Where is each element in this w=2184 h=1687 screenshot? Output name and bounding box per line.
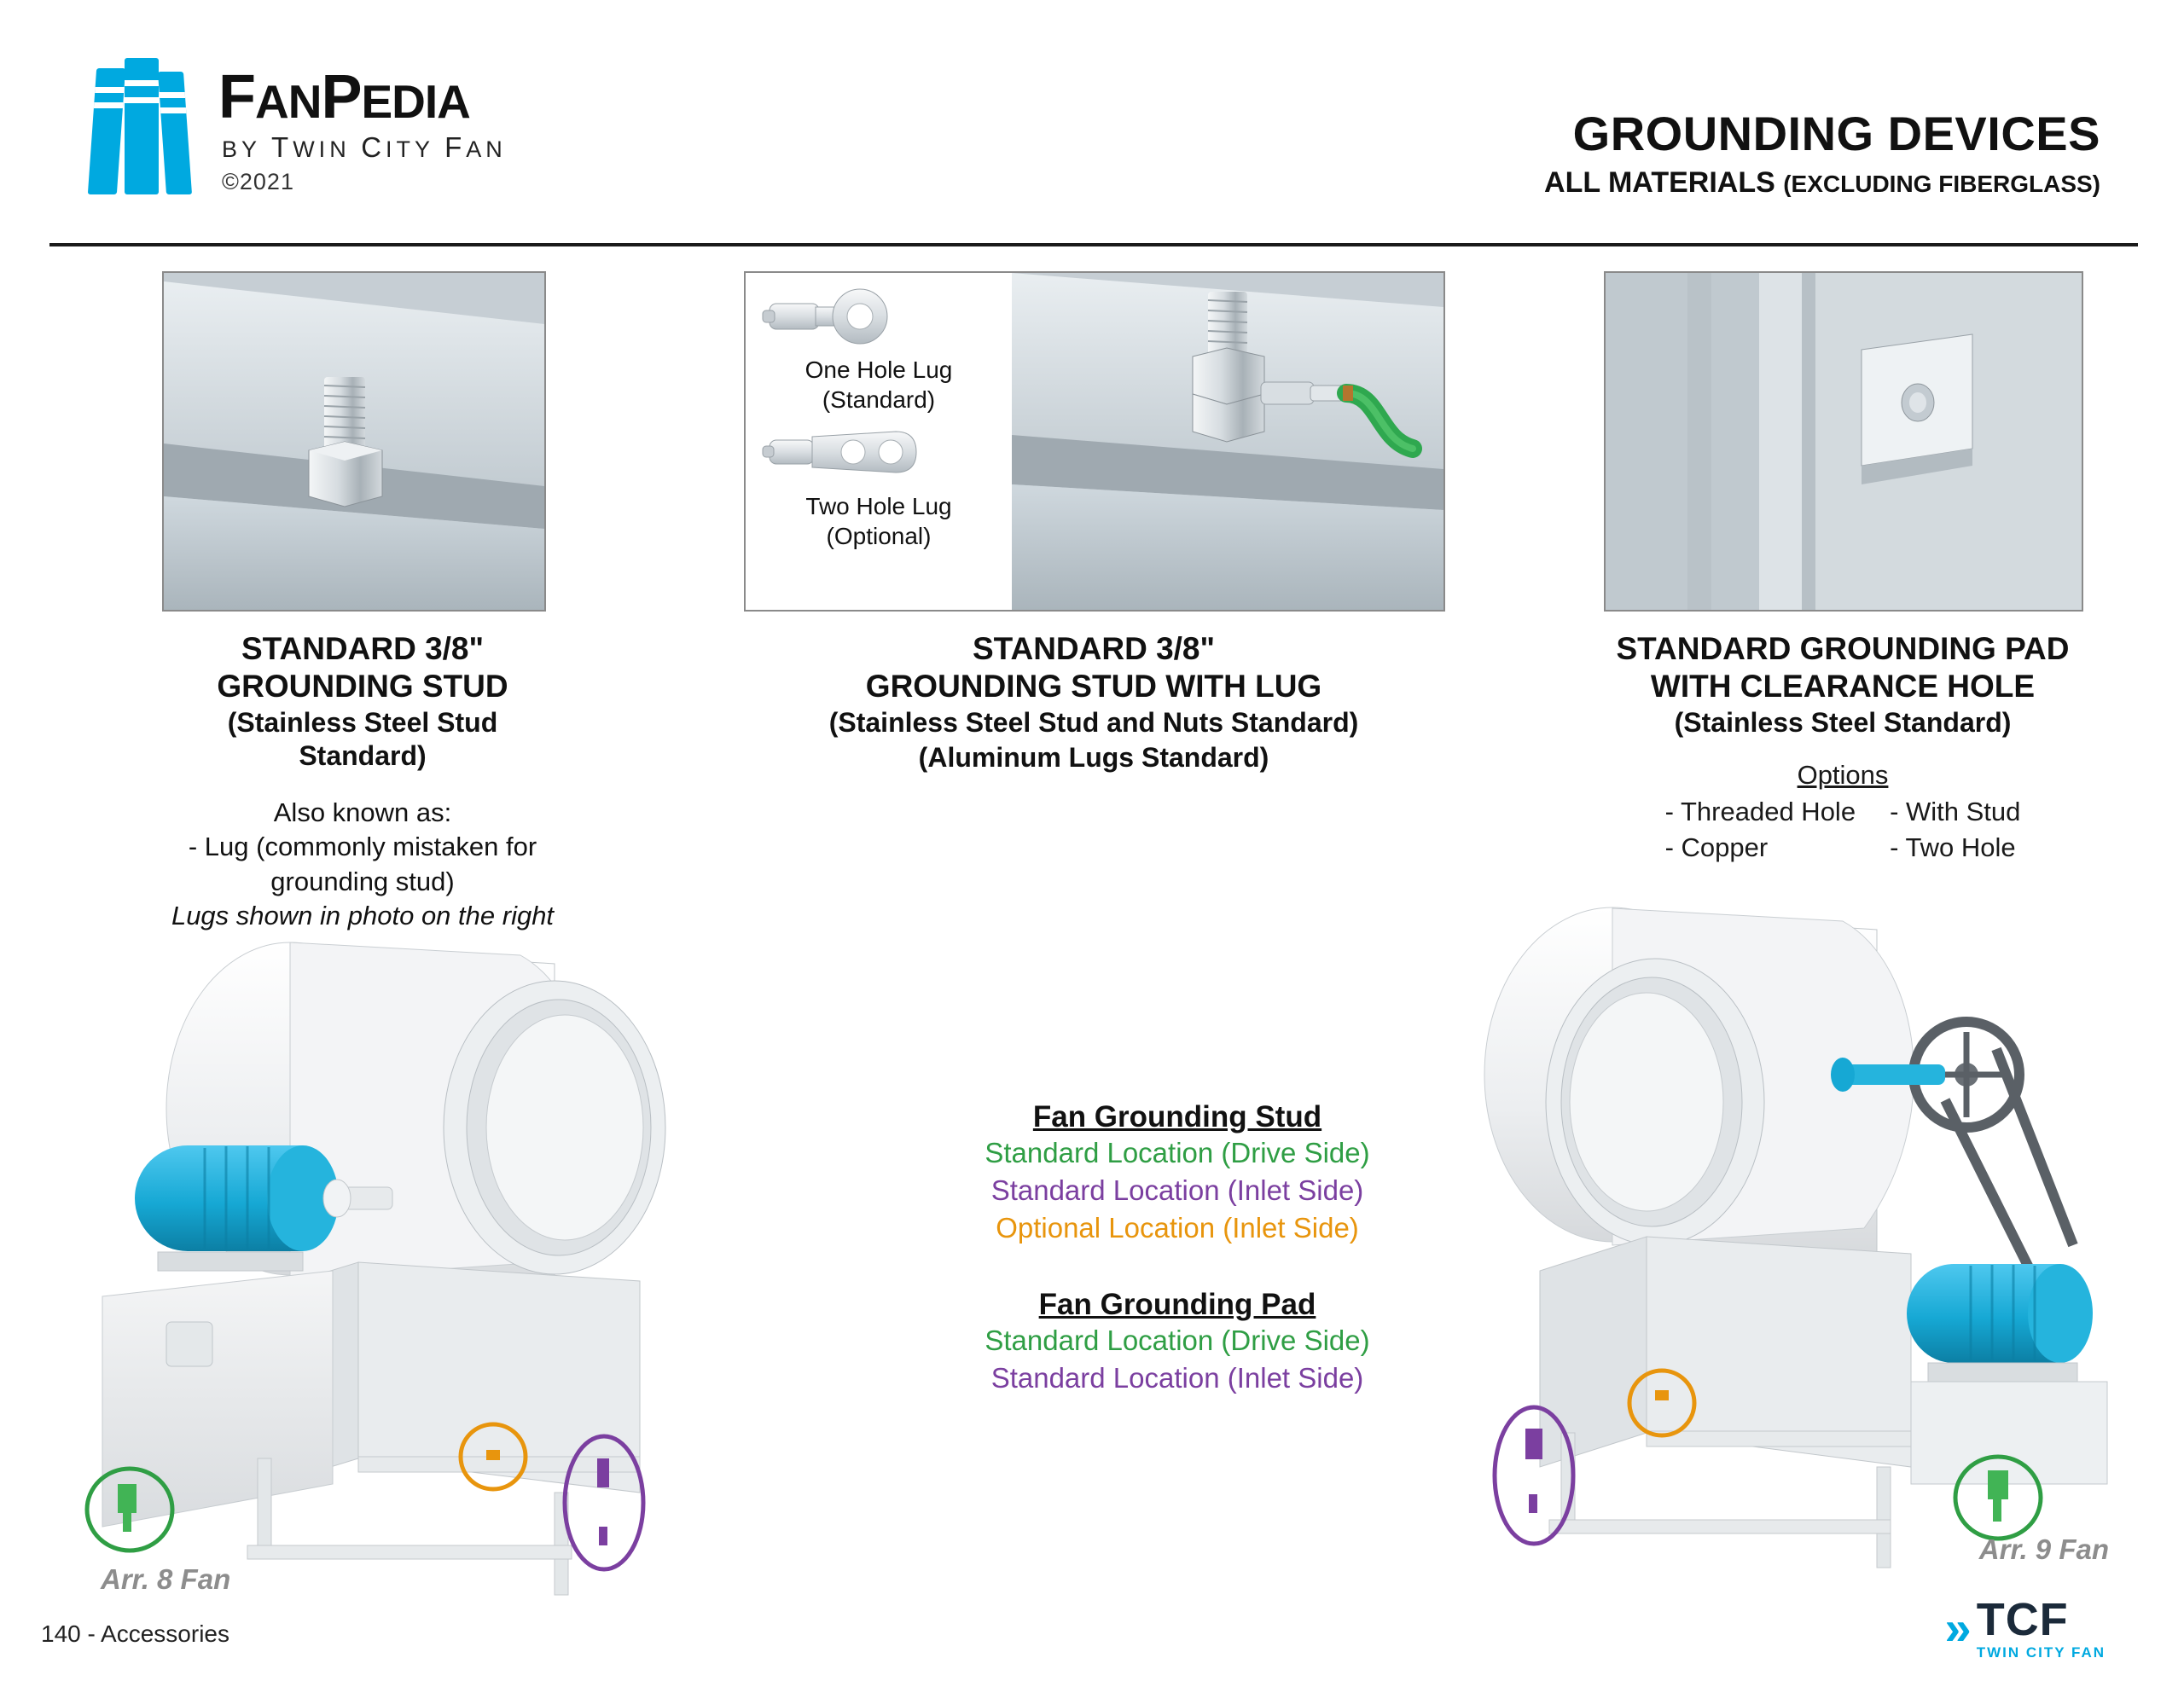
lug-inset xyxy=(746,273,1012,610)
arr-8-fan-label: Arr. 8 Fan xyxy=(101,1563,231,1595)
two-hole-lug-icon xyxy=(763,432,916,472)
header-titles xyxy=(1544,109,2100,200)
panel-grounding-stud xyxy=(162,271,563,933)
panel-2-image xyxy=(744,271,1445,612)
panel-grounding-stud-with-lug xyxy=(744,271,1443,774)
options-left-column xyxy=(1665,794,1856,866)
panel-3-caption: STANDARD GROUNDING PAD WITH CLEARANCE HOLE xyxy=(1616,631,2070,704)
chevron-right-icon: » xyxy=(1944,1601,1963,1655)
arr-8-fan-illustration xyxy=(77,896,938,1646)
legend-stud-title: Fan Grounding Stud xyxy=(1032,1100,1322,1133)
panel-3-sub: (Stainless Steel Standard) xyxy=(1674,707,2012,739)
copyright-text: ©2021 xyxy=(222,169,294,195)
book-icon-1 xyxy=(88,68,125,194)
tcf-tagline: TWIN CITY FAN xyxy=(1976,1644,2106,1661)
options-title: Options xyxy=(1797,759,1889,790)
panel-2-sub-2: (Aluminum Lugs Standard) xyxy=(918,741,1269,773)
panel-3-image xyxy=(1604,271,2083,612)
legend-stud-item-2: Standard Location (Inlet Side) xyxy=(990,1174,1364,1206)
panel-grounding-pad xyxy=(1604,271,2082,865)
logo-wordmark: FANPEDIA xyxy=(218,63,470,131)
panel-1-note: Also known as: - Lug (commonly mistaken for grounding stud) Lugs shown in photo on the right xyxy=(171,797,555,930)
panel-1-sub: (Stainless Steel Stud Standard) xyxy=(227,707,498,771)
books-icon xyxy=(85,53,196,194)
options-grid xyxy=(1604,794,2082,866)
motor-icon xyxy=(1907,1264,2107,1484)
legend-pad-item-1: Standard Location (Drive Side) xyxy=(985,1324,1370,1356)
panel-1-caption: STANDARD 3/8" GROUNDING STUD xyxy=(217,631,508,704)
two-hole-lug-label: Two Hole Lug (Optional) xyxy=(805,493,952,549)
tcf-logo xyxy=(1944,1594,2106,1661)
page-subtitle: ALL MATERIALS (EXCLUDING FIBERGLASS) xyxy=(1544,165,2100,199)
legend-pad-title: Fan Grounding Pad xyxy=(1038,1287,1316,1321)
panel-2-caption: STANDARD 3/8" GROUNDING STUD WITH LUG xyxy=(865,631,1322,704)
legend-pad-item-2: Standard Location (Inlet Side) xyxy=(990,1361,1364,1394)
panel-2-sub-1: (Stainless Steel Stud and Nuts Standard) xyxy=(828,707,1359,739)
one-hole-lug-icon xyxy=(763,289,887,344)
panel-1-image xyxy=(162,271,546,612)
one-hole-lug-label: One Hole Lug (Standard) xyxy=(804,357,953,413)
legend-stud-item-3: Optional Location (Inlet Side) xyxy=(996,1211,1359,1244)
legend-stud-item-1: Standard Location (Drive Side) xyxy=(985,1137,1370,1168)
grounding-stud-illustration xyxy=(164,273,544,610)
logo-tagline: BY TWIN CITY FAN xyxy=(222,131,507,164)
header-divider xyxy=(49,243,2138,246)
stud-with-lug-photo xyxy=(1012,273,1443,610)
stud-lug-illustration xyxy=(1012,273,1443,610)
option-copper: - Copper xyxy=(1664,832,1769,862)
book-icon-2 xyxy=(125,58,159,194)
fanpedia-logo xyxy=(85,53,507,195)
option-two-hole: - Two Hole xyxy=(1890,832,2016,862)
page-title: GROUNDING DEVICES xyxy=(1572,107,2100,160)
arr-9-fan-label: Arr. 9 Fan xyxy=(1978,1533,2109,1565)
option-with-stud: - With Stud xyxy=(1890,796,2021,826)
fan-illustrations xyxy=(0,904,2184,1655)
grounding-pad-illustration xyxy=(1606,273,2082,610)
option-threaded-hole: - Threaded Hole xyxy=(1664,796,1856,826)
footer-page-number: 140 - Accessories xyxy=(41,1620,229,1647)
lug-diagrams xyxy=(746,273,1012,610)
options-right-column xyxy=(1890,794,2020,866)
arr-9-fan-illustration xyxy=(1399,878,2167,1629)
book-icon-3 xyxy=(158,72,192,194)
page-header xyxy=(0,0,2184,247)
tcf-wordmark: TCF xyxy=(1976,1594,2069,1645)
